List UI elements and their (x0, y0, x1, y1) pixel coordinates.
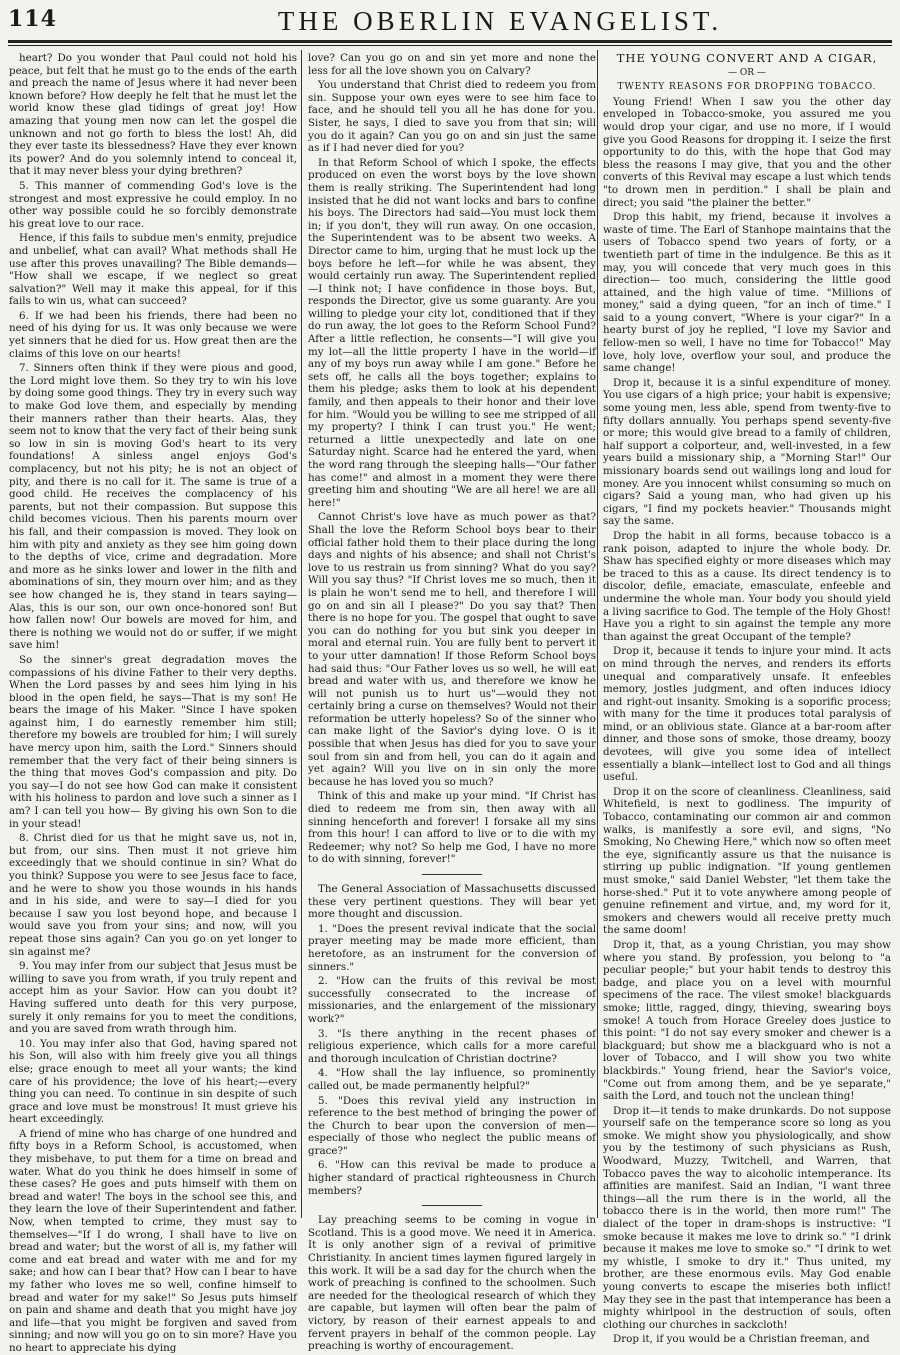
list-item: 2. "How can the fruits of this revival be most successfully consecrated to the increase of missionaries, and the enlargement of the missionary work?" (308, 975, 596, 1025)
column-3 (603, 51, 891, 1346)
paragraph: 10. You may infer also that God, having spared not his Son, will also with him freely give you all things else; grace enough to meet all your wants; the kind care of his providence; the love of his heart;—every thing you can need. To continue in sin despite of such grace and love must be monstrous! It must grieve his heart exceedingly. (9, 1037, 297, 1126)
paragraph: 5. This manner of commending God's love is the strongest and most expressive he could employ. In no other way possible could he so forcibly demonstrate his great love to our race. (9, 179, 297, 230)
paragraph: heart? Do you wonder that Paul could not hold his peace, but felt that he must go to the ends of the earth and preach the name of Jesus where it had never been known before? How deeply he felt that he must let the world know these glad tidings of great joy! How amazing that young men now can let the gospel die unknown and not go forth to bless the lost! Ah, did they ever taste its blessedness? Have they ever known its power? And do you solemnly intend to conceal it, that it may never bless your dying brethren? (9, 52, 297, 178)
column-divider (597, 50, 598, 1218)
paragraph: So the sinner's great degradation moves the compassions of his divine Father to their very depths. When the Lord passes by and sees him lying in his blood in the open field, he says—That is my son! He bears the image of his Maker. "Since I have spoken against him, I do earnestly remember him still; therefore my bowels are troubled for him; I will surely have mercy upon him, saith the Lord." Sinners should remember that the very fact of their being sinners is the thing that moves God's compassion and pity. Do you say—I do not see how God can make it consistent with his holiness to pardon and love such a sinner as I am? I can tell you how— By giving his own Son to die in your stead! (9, 653, 297, 830)
header-rule-thin (8, 45, 892, 46)
header-rule-thick (8, 40, 892, 43)
paragraph: 9. You may infer from our subject that Jesus must be willing to save you from wrath, if you truly repent and accept him as your Savior. How can you doubt it? Having suffered unto death for this very purpose, surely it only remains for you to meet the conditions, and you are saved from wrath through him. (9, 960, 297, 1036)
list-item: 1. "Does the present revival indicate that the social prayer meeting may be made more efficient, than heretofore, as an instrument for the conversion of sinners." (308, 922, 596, 973)
question-list (308, 923, 596, 1197)
paragraph: Young Friend! When I saw you the other day enveloped in Tobacco-smoke, you assured me you would drop your cigar, and use no more, if I would give you Good Reasons for dropping it. I seize the first opportunity to do this, with the hope that God may bless the reasons I may give, that you and the other converts of this Revival may escape a lust which tends "to drown men in perdition." I shall be plain and direct; you said "the plainer the better." (603, 95, 891, 209)
article-or: — OR — (728, 67, 766, 78)
section-divider (422, 1205, 482, 1206)
paragraph: Drop it, if you would be a Christian freeman, and (613, 1333, 870, 1346)
paragraph: 7. Sinners often think if they were pious and good, the Lord might love them. So they try to win his love by doing some good things. They try in every such way to make God love them, and especially by mending their manners rather than their hearts. Alas, they seem not to know that the very fact of their being sunk so low in sin is moving God's heart to its very foundations! A sinless angel enjoys God's complacency, but not his pity; he is not an object of pity, and there is no call for it. The same is true of a good child. He receives the complacency of his parents, but not their compassion. But suppose this child becomes vicious. Then his parents mourn over his fall, and their compassion is moved. They look on him with pity and anxiety as they see him going down to the depths of vice, crime and degradation. More and more as he sinks lower and lower in the filth and abominations of sin, they mourn over him; and as they see how changed he is, they stand in tears saying—Alas, this is our son, our own once-honored son! But how fallen now! Our bowels are moved for him, and there is nothing we would not do or suffer, if we might save him! (9, 362, 297, 652)
newspaper-title: THE OBERLIN EVANGELIST. (277, 6, 723, 36)
paragraph: You understand that Christ died to redeem you from sin. Suppose your own eyes were to see him face to face, and he should tell you all he has done for you. Sister, he says, I died to save you from that sin; will you do it again? Can you go on and sin just the same as if I had never died for you? (308, 79, 596, 155)
page-number: 114 (8, 6, 57, 32)
list-item: 5. "Does this revival yield any instruction in reference to the best method of bringing the power of the Church to bear upon the conversion of men—especially of those who neglect the public means of grace?" (308, 1094, 596, 1157)
paragraph: In that Reform School of which I spoke, the effects produced on even the worst boys by the love shown them is really striking. The Superintendent had long insisted that he did not want locks and bars to confine his boys. The Directors had said—You must lock them in; if you don't, they will run away. On one occasion, the Superintendent was to be absent two weeks. A Director came to him, urging that he must lock up the boys before he left—for while he was absent, they would certainly run away. The Superintendent replied—I think not; I have confidence in those boys. But, responds the Director, give us some guaranty. Are you willing to pledge your city lot, conditioned that if they do run away, the lot goes to the Reform School Fund? After a little reflection, he consents—"I will give you my lot—all the little property I have in the world—if any of my boys run away while I am gone." Before he sets off, he calls all the boys together; explains to them his pledge; asks them to look at his dependent family, and then appeals to their honor and their love for him. "Would you be willing to see me stripped of all my property? I think I can trust you." He went; returned a little unexpectedly and late on one Saturday night. Scarce had he entered the yard, when the word rang through the sleeping halls—"Our father has come!" and almost in a moment they were there greeting him and shouting "We are all here! we are all here!" (308, 156, 596, 509)
masthead (0, 0, 900, 40)
lay-preaching-paragraph: Lay preaching seems to be coming in vogue in Scotland. This is a good move. We need it in America. It is only another sign of a revival of primitive Christianity. In ancient times laymen figured largely in this work. It will be a sad day for the church when the work of preaching is confined to the schoolmen. Such are needed for the theological research of which they are capable, but laymen will often bear the palm of victory, by reason of their earnest appeals to and fervent prayers in behalf of the common people. Lay preaching is worthy of encouragement. (308, 1214, 596, 1353)
article-subtitle: TWENTY REASONS FOR DROPPING TOBACCO. (617, 82, 877, 93)
column-1 (9, 52, 297, 1354)
paragraph: Hence, if this fails to subdue men's enmity, prejudice and unbelief, what can avail? What methods shall He use after this proves unavailing? The Bible demands— "How shall we escape, if we neglect so great salvation?" Well may it make this appeal, for if this fails to win us, what can succeed? (9, 232, 297, 308)
column-divider (301, 50, 302, 1218)
list-item: 3. "Is there anything in the recent phases of religious experience, which calls for a more careful and thorough inculcation of Christian doctrine? (308, 1027, 596, 1065)
paragraph: Drop this habit, my friend, because it involves a waste of time. The Earl of Stanhope maintains that the users of Tobacco spend two years of forty, or a twentieth part of time in the indulgence. Be this as it may, you will concede that very much goes in this direction— too much, considering the little good attained, and the high value of time. "Millions of money," said a dying queen, "for an inch of time." I said to a young convert, "Where is your cigar?" In a hearty burst of joy he replied, "I love my Savior and fellow-men so well, I have no time for Tobacco!" May love, holy love, overflow your soul, and produce the same change! (603, 211, 891, 375)
list-item: 6. "How can this revival be made to produce a higher standard of practical righteousness in Church members? (308, 1159, 596, 1197)
paragraph: 6. If we had been his friends, there had been no need of his dying for us. It was only because we were yet sinners that he died for us. How great then are the claims of this love on our hearts! (9, 309, 297, 360)
paragraph: Cannot Christ's love have as much power as that? Shall the love the Reform School boys bear to their official father hold them to their place during the long days and nights of his absence; and shall not Christ's love to us restrain us from sinning? What do you say? Will you say thus? "If Christ loves me so much, then it is plain he won't send me to hell, and therefore I will go on and sin all I please?" Do you say that? Then there is no hope for you. The gospel that ought to save you can do nothing for you but sink you deeper in moral and eternal ruin. You are fully bent to pervert it to your utter damnation! If those Reform School boys had said thus: "Our Father loves us so well, he will eat bread and water with us, and therefore we know he will not punish us to hurt us"—would they not certainly bring a curse on themselves? Would not their reformation be utterly hopeless? So of the sinner who can make light of the Savior's dying love. O is it possible that when Jesus has died for you to save your soul from sin and from hell, you can do it again and yet again? Will you live on in sin only the more because he has loved you so much? (308, 511, 596, 788)
paragraph: Drop it—it tends to make drunkards. Do not suppose yourself safe on the temperance score so long as you smoke. We might show you physiologically, and show you by the testimony of such physicians as Rush, Woodward, Muzzy, Twitchell, and Warren, that Tobacco paves the way to alcoholic intemperance. Its affinities are manifest. Said an Indian, "I want three things—all the rum there is in the world, all the tobacco there is in the world, then more rum!" The dialect of the toper in dram-shops is instructive: "I smoke because it makes me love to drink so." "I drink because it makes me love to smoke so." "I drink to wet my whistle, I smoke to dry it." Thus united, my brother, are these enormous evils. May God enable young converts to escape the miseries both inflict! May they see in the past that intemperance has been a mighty whirlpool in the destruction of souls, often clothing our churches in sackcloth! (603, 1104, 891, 1331)
paragraph: Drop the habit in all forms, because tobacco is a rank poison, adapted to injure the whole body. Dr. Shaw has specified eighty or more diseases which may be traced to this as a cause. Its direct tendency is to discolor, defile, emaciate, emasculate, enfeeble and undermine the whole man. Your body you should yield a living sacrifice to God. The temple of the Holy Ghost! Have you a right to sin against the temple any more than against the great Occupant of the temple? (603, 529, 891, 643)
paragraph: Think of this and make up your mind. "If Christ has died to redeem me from sin, then away with all sinning henceforth and forever! I forsake all my sins from this hour! I can afford to live or to die with my Redeemer; why not? So help me God, I have no more to do with sinning, forever!" (308, 790, 596, 866)
article-title: THE YOUNG CONVERT AND A CIGAR, (616, 51, 878, 65)
list-item: 4. "How shall the lay influence, so prominently called out, be made permanently helpful?" (308, 1067, 596, 1092)
paragraph: Drop it, that, as a young Christian, you may show where you stand. By profession, you belong to "a peculiar people;" but your habit tends to destroy this badge, and place you on a level with mournful specimens of the race. The vilest smoke! blackguards smoke; little, ragged, dingy, thieving, swearing boys smoke! A touch from Horace Greeley does justice to this point: "I do not say every smoker and chewer is a blackguard; but show me a blackguard who is not a lover of Tobacco, and I will show you two white blackbirds." Young friend, hear the Savior's voice, "Come out from among them, and be ye separate," saith the Lord, and touch not the unclean thing! (603, 938, 891, 1103)
paragraph: Drop it, because it tends to injure your mind. It acts on mind through the nerves, and renders its efforts unequal and comparatively unsafe. It enfeebles memory, jostles judgment, and often induces idiocy and right-out insanity. Smoking is a soporific process; with many for the time it produces total paralysis of mind, or an oblivious state. Glance at a bar-room after dinner, and those sons of smoke, those dreamy, boozy devotees, will give you some idea of intellect essentially a blank—intellect lost to God and all things useful. (603, 645, 891, 784)
paragraph: love? Can you go on and sin yet more and none the less for all the love shown you on Calvary? (308, 52, 596, 77)
paragraph: A friend of mine who has charge of one hundred and fifty boys in a Reform School, is accustomed, when they misbehave, to put them for a time on bread and water. What do you think he does himself in some of these cases? He goes and puts himself with them on bread and water! The boys in the school see this, and they learn the love of their Superintendent and father. Now, when tempted to crime, they must say to themselves—"If I do wrong, I shall have to live on bread and water; but the worst of all is, my father will come and eat bread and water with me and for my sake; and how can I bear that? How can I bear to have my father who loves me so well, confine himself to bread and water for my sake!" So Jesus puts himself on pain and shame and death that you might have joy and life—that you might be forgiven and saved from sinning; and now will you go on to sin more? Have you no heart to appreciate his dying (9, 1127, 297, 1354)
association-intro: The General Association of Massachusetts discussed these very pertinent questions. They will bear yet more thought and discussion. (308, 883, 596, 921)
paragraph: 8. Christ died for us that he might save us, not in, but from, our sins. Then must it not grieve him exceedingly that we should continue in sin? What do you think? Suppose you were to see Jesus face to face, and he were to show you those wounds in his hands and in his side, and were to say—I died for you because I saw you lost beyond hope, and because I would save you from your sins; and now, will you repeat those sins again? Can you go on yet longer to sin against me? (9, 832, 297, 958)
paragraph: Drop it on the score of cleanliness. Cleanliness, said Whitefield, is next to godliness. The impurity of Tobacco, contaminating our common air and common walks, is manifestly a sore evil, and signs, "No Smoking, No Chewing Here," which now so often meet the eye, significantly assure us that the nuisance is stirring up public indignation. "If young gentlemen must smoke," said Daniel Webster, "let them take the horse-shed." Put it to vote anywhere among people of genuine refinement and virtue, and, my word for it, smokers and chewers would all receive pretty much the same doom! (603, 785, 891, 937)
column-2 (308, 52, 596, 1353)
paragraph: Drop it, because it is a sinful expenditure of money. You use cigars of a high price; your habit is expensive; some young men, less able, spend from twenty-five to fifty dollars annually. You perhaps spend seventy-five or more; this would give bread to a family of children, half support a colporteur, and, well-invested, in a few years build a missionary ship, a "Morning Star!" Our missionary boards send out wailings long and loud for money. Are you innocent whilst consuming so much on cigars? Said a young man, who had given up his cigars, "I find my pockets heavier." Thousands might say the same. (603, 376, 891, 528)
section-divider (422, 874, 482, 875)
